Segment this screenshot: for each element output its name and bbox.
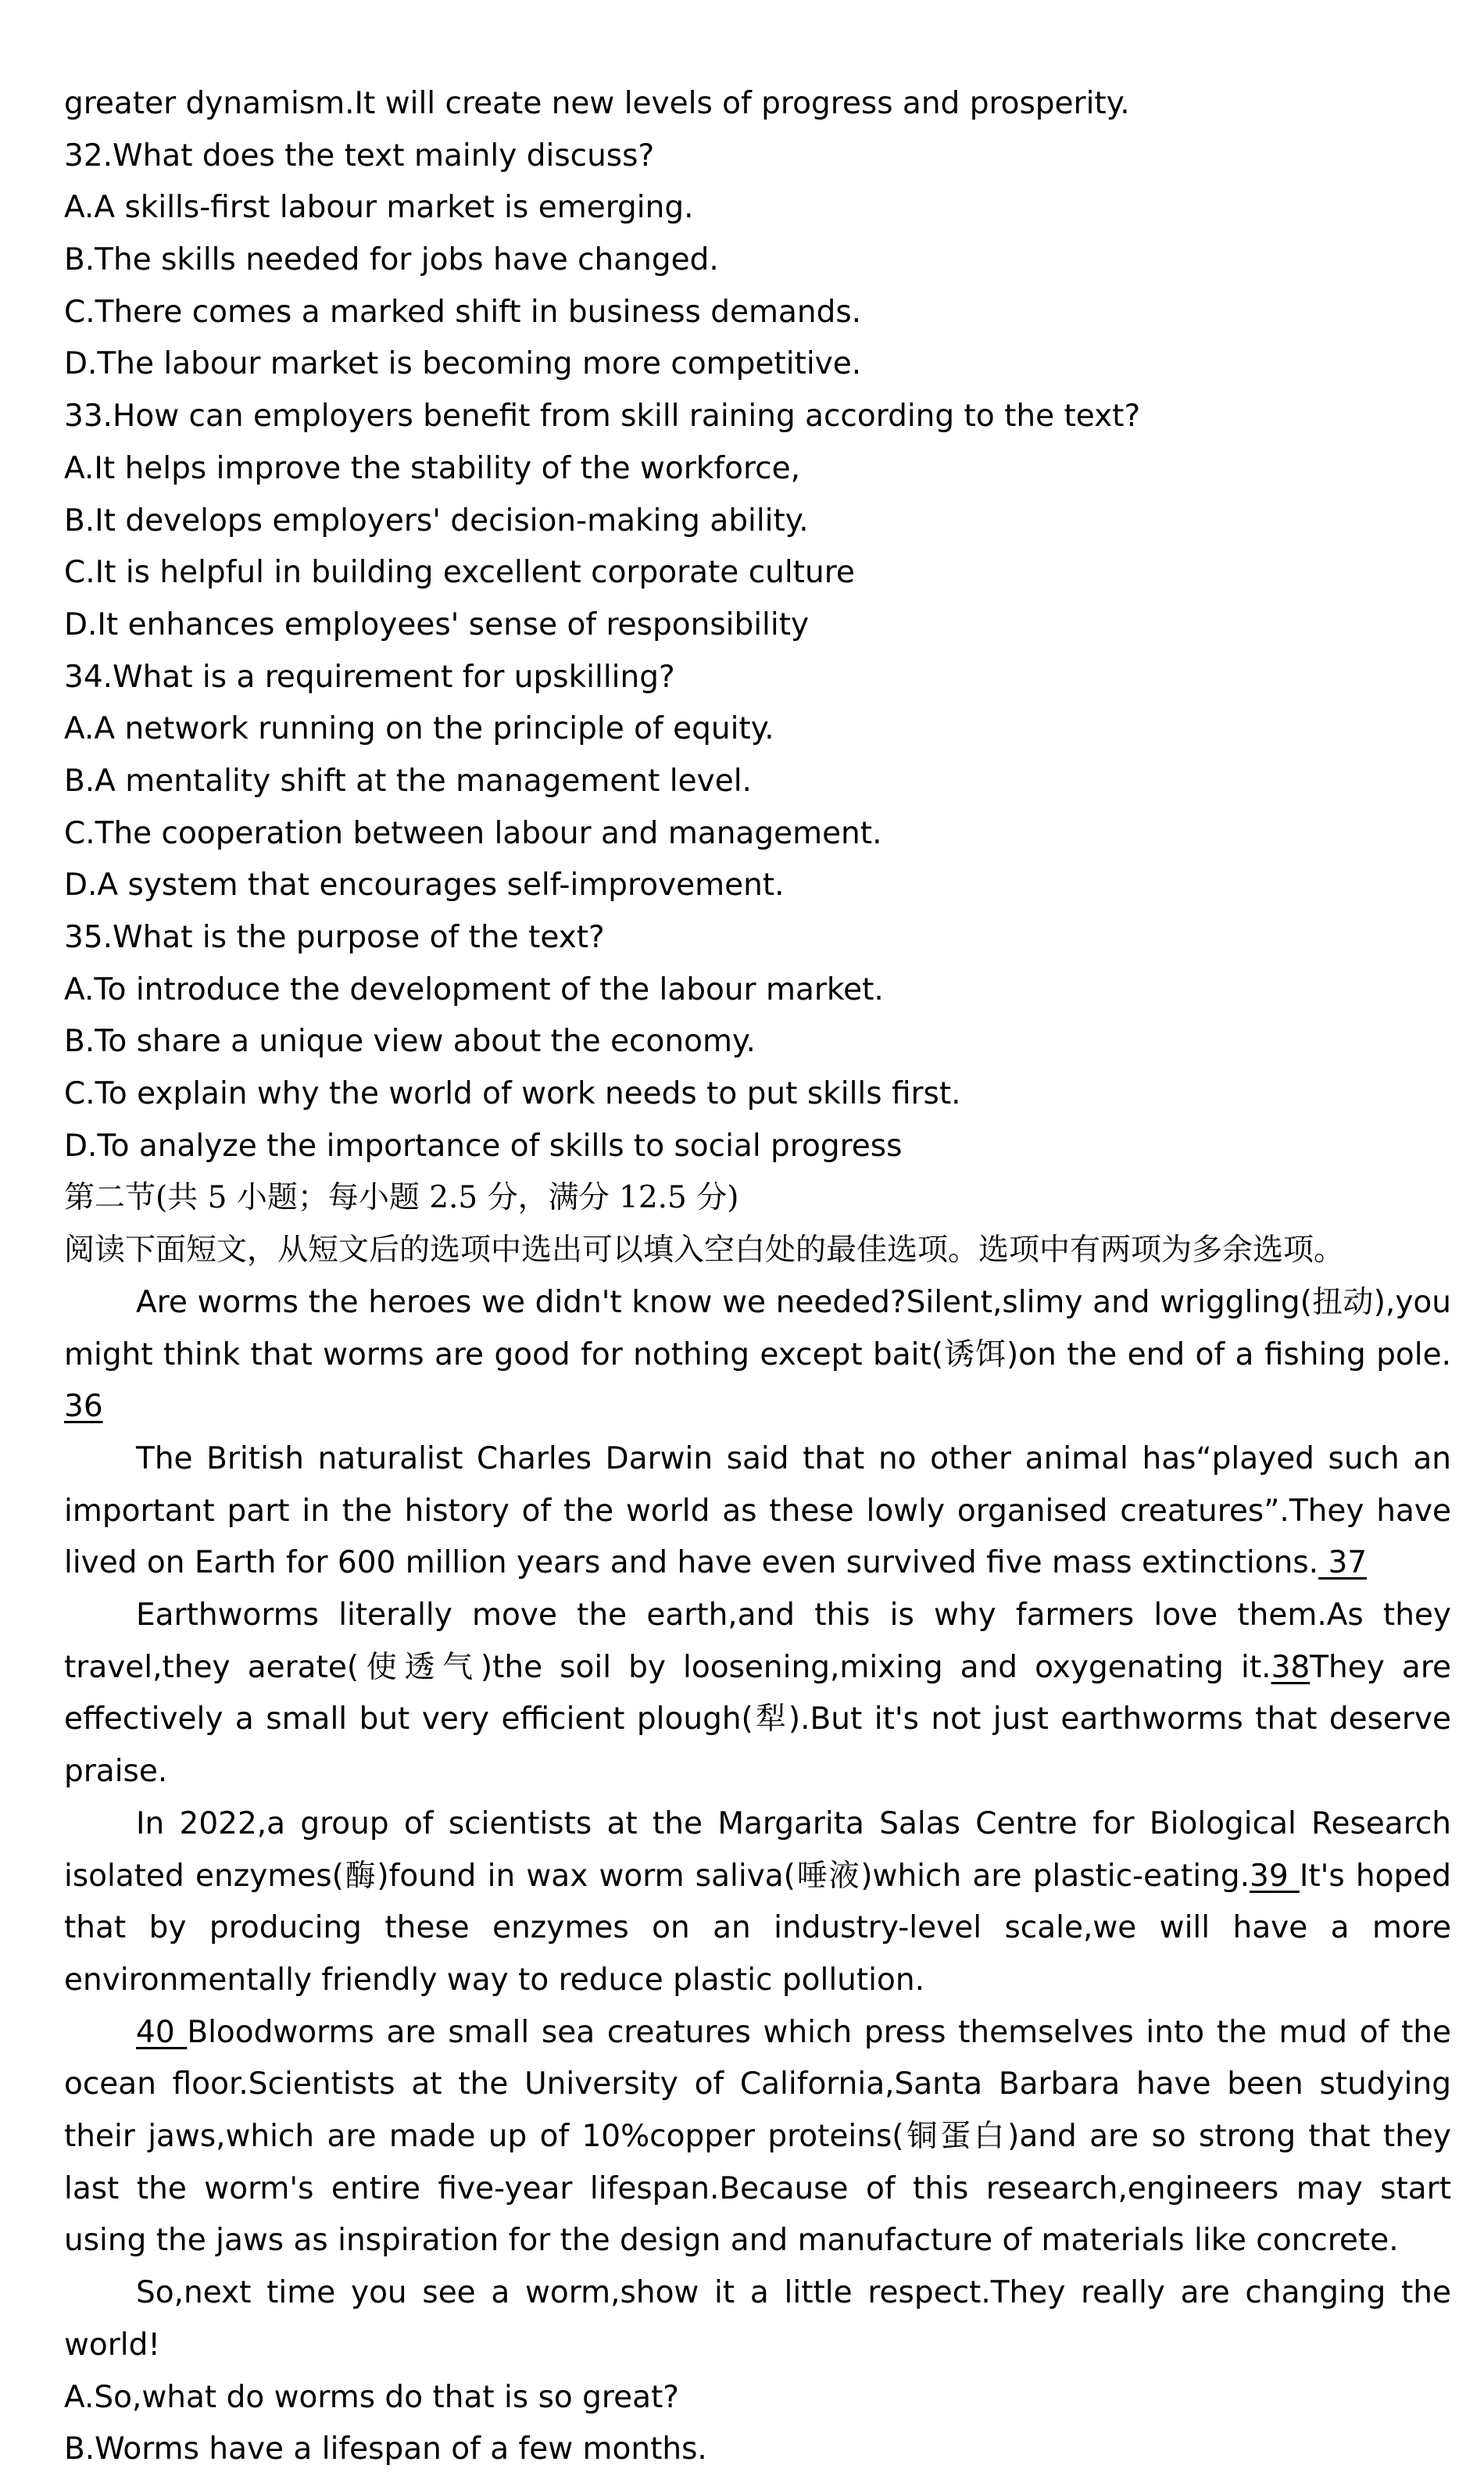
- question-stem: 34.What is a requirement for upskilling?: [64, 659, 675, 695]
- exam-page: [64, 78, 1451, 2476]
- passage-paragraph-5: [64, 2007, 1451, 2268]
- option-d: D.To analyze the importance of skills to social progress: [64, 1128, 903, 1164]
- option-d: D.The labour market is becoming more competitive.: [64, 346, 862, 382]
- reading-passage: [64, 1277, 1451, 2372]
- paragraph-text: Are worms the heroes we didn't know we needed?Silent,slimy and wriggling(扭动),you might think that worms are good for nothing except bait(诱饵)on the end of a fishing pole.: [64, 1284, 1451, 1372]
- option-c: C.The cooperation between labour and management.: [64, 815, 882, 851]
- option-c: C.There comes a marked shift in business demands.: [64, 294, 862, 330]
- passage-paragraph-2: [64, 1433, 1451, 1590]
- paragraph-text-before: Earthworms literally move the earth,and this is why farmers love them.As they travel,they aerate(使透气)the soil by loosening,mixing and oxygenating it.: [64, 1598, 1451, 1685]
- question-34: [64, 652, 1451, 912]
- blank-40: 40: [136, 2014, 188, 2050]
- answer-options: [64, 2372, 1451, 2476]
- paragraph-text-after: They are effectively a small but very efficient plough(犁).But it's not just earthworms that deserve praise.: [64, 1649, 1451, 1790]
- passage-paragraph-4: [64, 1798, 1451, 2007]
- option-b: B.A mentality shift at the management level.: [64, 763, 752, 799]
- blank-36: 36: [64, 1389, 103, 1425]
- question-stem: 33.How can employers benefit from skill raining according to the text?: [64, 399, 1141, 435]
- passage-paragraph-1: [64, 1277, 1451, 1433]
- paragraph-text-after: It's hoped that by producing these enzymes on an industry-level scale,we will have a more environmentally friendly way to reduce plastic pollution.: [64, 1858, 1451, 1998]
- option-a: A.It helps improve the stability of the workforce,: [64, 450, 800, 486]
- option-d: D.A system that encourages self-improvement.: [64, 868, 785, 903]
- intro-line: greater dynamism.It will create new levels of progress and prosperity.: [64, 86, 1130, 121]
- paragraph-text: So,next time you see a worm,show it a little respect.They really are changing the world!: [64, 2275, 1451, 2363]
- paragraph-text: The British naturalist Charles Darwin said that no other animal has“played such an important part in the history of the world as these lowly organised creatures”.They have lived on Earth for 600 million years and have even survived five mass extinctions.: [64, 1440, 1451, 1581]
- passage-paragraph-3: [64, 1590, 1451, 1798]
- answer-option-b: B.Worms have a lifespan of a few months.: [64, 2431, 707, 2467]
- option-a: A.A skills-first labour market is emerging.: [64, 190, 694, 226]
- question-stem: 35.What is the purpose of the text?: [64, 920, 605, 955]
- paragraph-text-after: Bloodworms are small sea creatures which press themselves into the mud of the ocean floor.Scientists at the University of California,Santa Barbara have been studying their jaws,which are made up of 10%copper proteins(铜蛋白)and are so strong that they last the worm's entire five-year lifespan.Because of this research,engineers may start using the jaws as inspiration for the design and manufacture of materials like concrete.: [64, 2014, 1451, 2259]
- option-d: D.It enhances employees' sense of responsibility: [64, 606, 810, 642]
- blank-37: 37: [1318, 1545, 1368, 1581]
- paragraph-text-before: In 2022,a group of scientists at the Margarita Salas Centre for Biological Research isolated enzymes(酶)found in wax worm saliva(唾液)which are plastic-eating.: [64, 1805, 1451, 1894]
- option-a: A.A network running on the principle of equity.: [64, 711, 774, 747]
- blank-39: 39: [1250, 1858, 1300, 1894]
- question-35: [64, 912, 1451, 1172]
- option-a: A.To introduce the development of the labour market.: [64, 971, 884, 1007]
- section-instruction: 阅读下面短文，从短文后的选项中选出可以填入空白处的最佳选项。选项中有两项为多余选项。: [64, 1233, 1345, 1268]
- option-b: B.It develops employers' decision-making ability.: [64, 503, 809, 538]
- option-c: C.To explain why the world of work needs to put skills first.: [64, 1076, 961, 1112]
- option-b: B.To share a unique view about the economy.: [64, 1024, 756, 1060]
- blank-38: 38: [1271, 1649, 1311, 1685]
- section-heading: 第二节(共 5 小题；每小题 2.5 分，满分 12.5 分): [64, 1180, 739, 1216]
- question-33: [64, 391, 1451, 651]
- passage-paragraph-6: [64, 2267, 1451, 2371]
- question-32: [64, 131, 1451, 391]
- question-stem: 32.What does the text mainly discuss?: [64, 138, 655, 174]
- option-b: B.The skills needed for jobs have changed.: [64, 242, 719, 278]
- option-c: C.It is helpful in building excellent corporate culture: [64, 555, 855, 591]
- answer-option-a: A.So,what do worms do that is so great?: [64, 2379, 679, 2415]
